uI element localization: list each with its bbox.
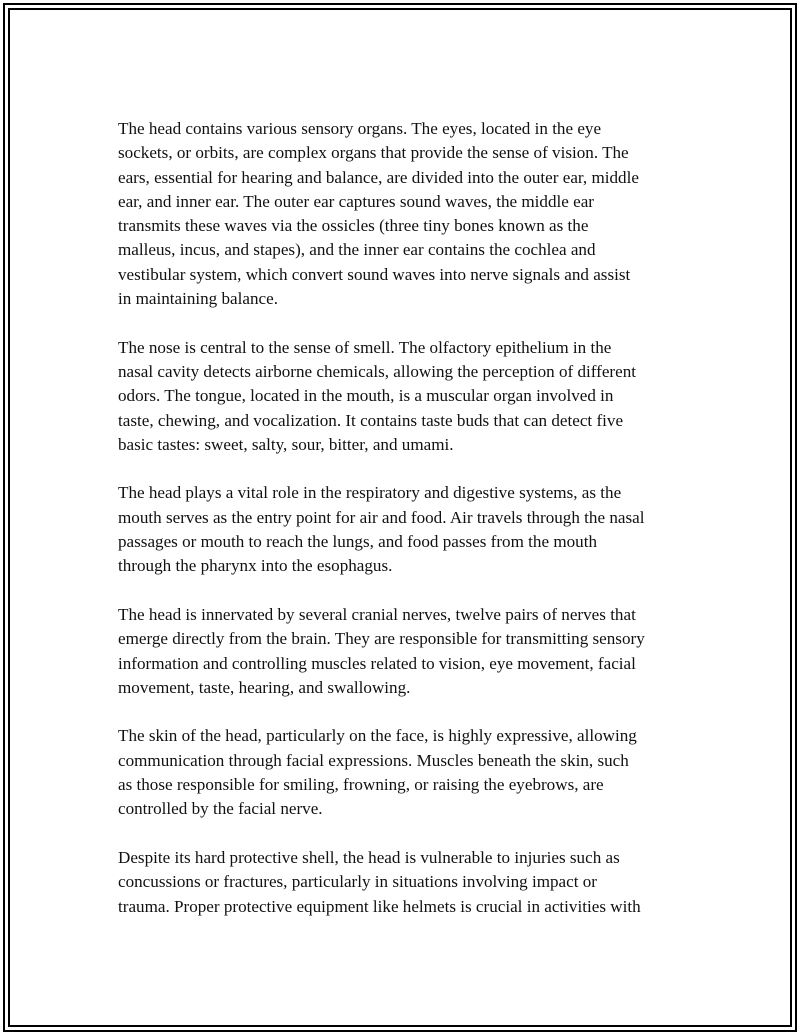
document-body: [118, 117, 690, 943]
paragraph-cranial-nerves: The head is innervated by several cranial nerves, twelve pairs of nerves that emerge directly from the brain. They are responsible for transmitting sensory information and controlling muscles related to vision, eye movement, facial movement, taste, hearing, and swallowing.: [118, 604, 645, 697]
paragraph-facial-expression: The skin of the head, particularly on the face, is highly expressive, allowing communication through facial expressions. Muscles beneath the skin, such as those responsible for smiling, frowning, or raising the eyebrows, are controlled by the facial nerve.: [118, 726, 637, 819]
paragraph-injuries: Despite its hard protective shell, the head is vulnerable to injuries such as concussions or fractures, particularly in situations involving impact or trauma. Proper protective equipment like helmets is crucial in activities with: [118, 847, 641, 916]
paragraph-respiratory-digestive: The head plays a vital role in the respiratory and digestive systems, as the mouth serves as the entry point for air and food. Air travels through the nasal passages or mouth to reach the lungs, and food passes from the mouth through the pharynx into the esophagus.: [118, 483, 645, 576]
paragraph-sensory-organs: The head contains various sensory organs. The eyes, located in the eye sockets, or orbits, are complex organs that provide the sense of vision. The ears, essential for hearing and balance, are divided into the outer ear, middle ear, and inner ear. The outer ear captures sound waves, the middle ear transmits these waves via the ossicles (three tiny bones known as the malleus, incus, and stapes), and the inner ear contains the cochlea and vestibular system, which convert sound waves into nerve signals and assist in maintaining balance.: [118, 119, 639, 309]
paragraph-smell-taste: The nose is central to the sense of smell. The olfactory epithelium in the nasal cavity detects airborne chemicals, allowing the perception of different odors. The tongue, located in the mouth, is a muscular organ involved in taste, chewing, and vocalization. It contains taste buds that can detect five basic tastes: sweet, salty, sour, bitter, and umami.: [118, 337, 636, 454]
